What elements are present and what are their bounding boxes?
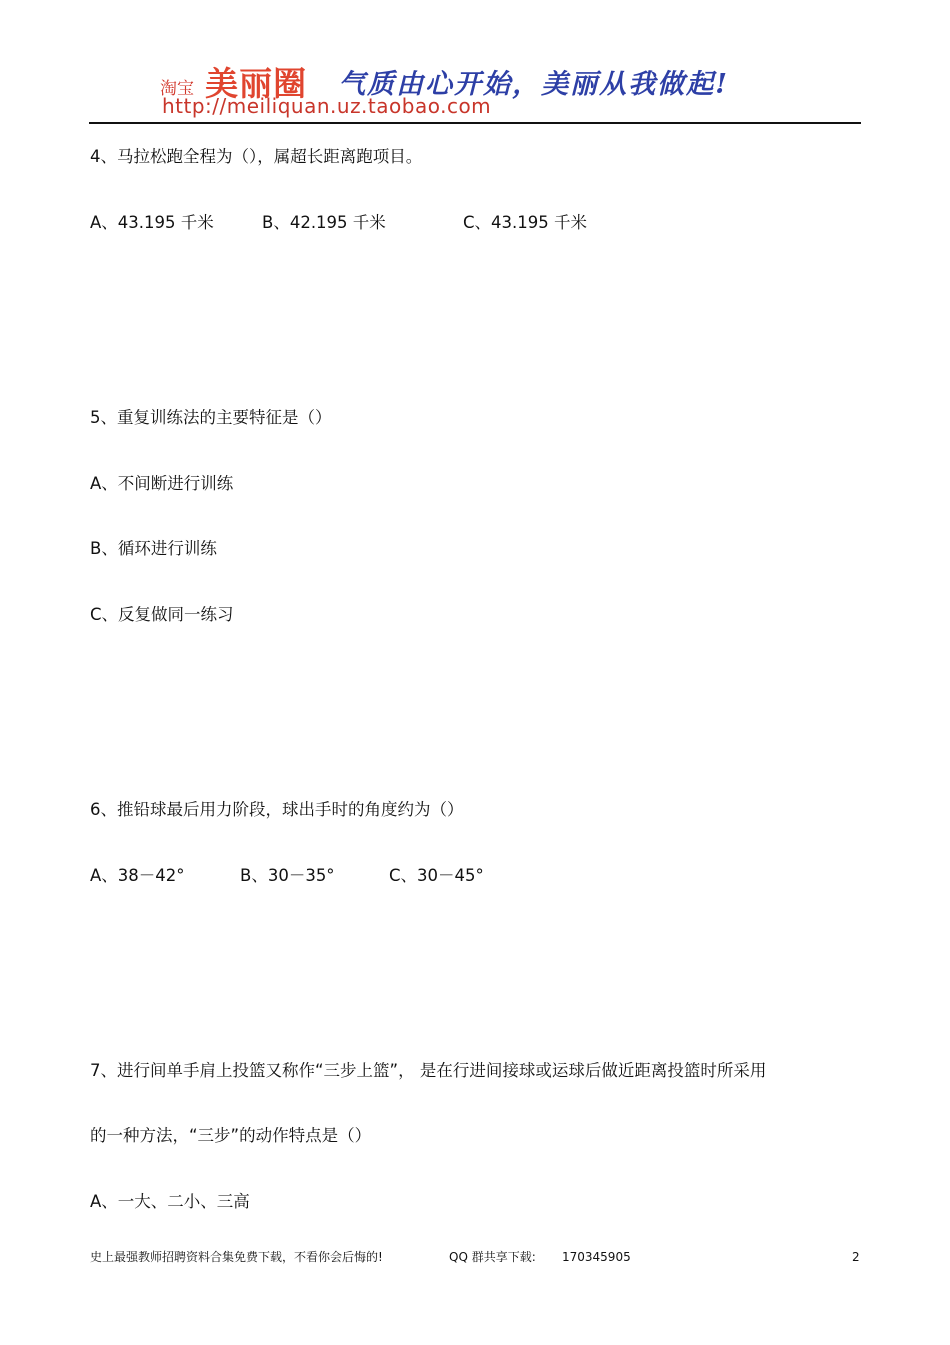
question-7-option-a: A、一大、二小、三高 [90, 1192, 250, 1211]
question-4-option-a: A、43.195 千米 [90, 213, 214, 232]
question-6-options [90, 865, 484, 887]
question-7-stem-line-2: 的一种方法，“三步”的动作特点是（） [90, 1126, 372, 1145]
question-4-option-c: C、43.195 千米 [463, 213, 587, 232]
question-4-stem: 4、马拉松跑全程为（），属超长距离跑项目。 [90, 147, 423, 166]
question-6-option-c: C、30－45° [389, 866, 484, 885]
question-5-option-b: B、循环进行训练 [90, 539, 217, 558]
footer-promo-text: 史上最强教师招聘资料合集免费下载，不看你会后悔的! [90, 1250, 383, 1264]
brand-logo: 美丽圈 [205, 64, 308, 103]
page-header [0, 0, 950, 130]
question-4-options [90, 212, 587, 234]
header-divider [89, 122, 861, 124]
footer-qq-label: QQ 群共享下载: [449, 1250, 536, 1264]
question-5-option-a: A、不间断进行训练 [90, 474, 234, 493]
question-5-option-c: C、反复做同一练习 [90, 605, 234, 624]
question-6-stem: 6、推铅球最后用力阶段，球出手时的角度约为（） [90, 800, 464, 819]
question-5-stem: 5、重复训练法的主要特征是（） [90, 408, 332, 427]
question-7-stem-line-1: 7、进行间单手肩上投篮又称作“三步上篮”， 是在行进间接球或运球后做近距离投篮时所采用 [90, 1061, 767, 1080]
footer-qq-number: 170345905 [562, 1250, 631, 1264]
page-number: 2 [852, 1250, 860, 1264]
brand-url: http://meiliquan.uz.taobao.com [162, 94, 492, 118]
question-6-option-b: B、30－35° [240, 866, 335, 885]
question-4-option-b: B、42.195 千米 [262, 213, 386, 232]
brand-slogan: 气质由心开始，美丽从我做起! [338, 69, 730, 100]
question-6-option-a: A、38－42° [90, 866, 185, 885]
taobao-label: 淘宝 [160, 79, 194, 99]
